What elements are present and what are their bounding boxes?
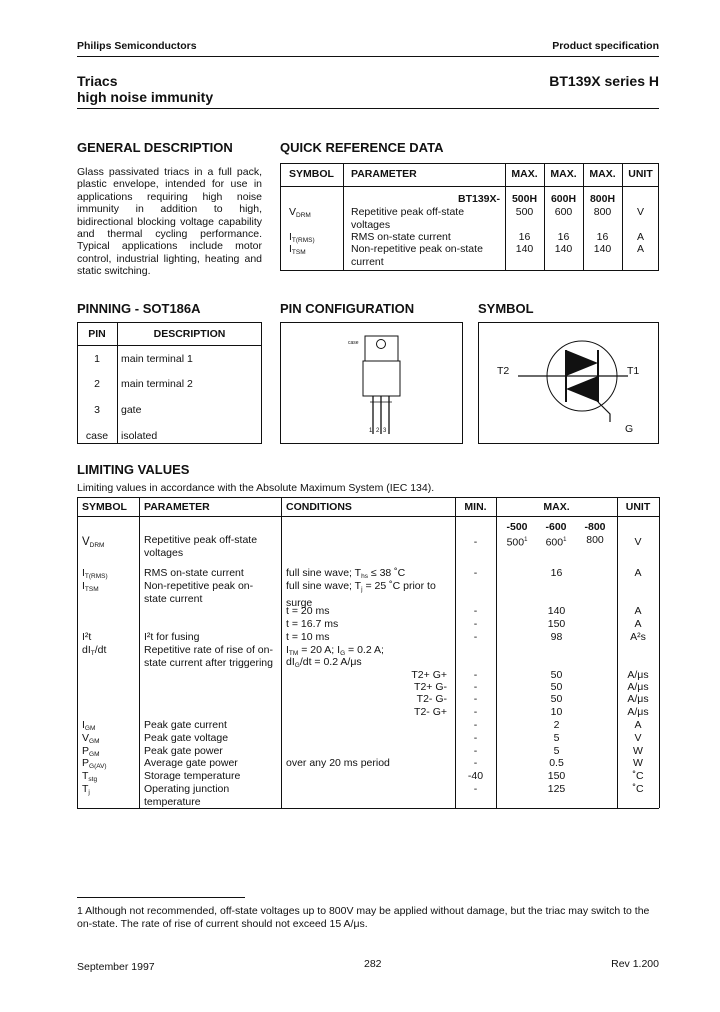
lv-min-i2t: - xyxy=(473,631,478,643)
lv-max-pgm: 5 xyxy=(553,745,560,757)
qr-row-v3: 16 xyxy=(596,231,609,243)
lv-max-pgav: 0.5 xyxy=(549,757,564,769)
lv-cond-itsm-row: t = 16.7 ms xyxy=(286,618,339,630)
lv-unit-didt: A/μs xyxy=(627,681,649,693)
lv-unit-itrms: A xyxy=(634,567,642,579)
qr-sub-v2: 600H xyxy=(550,193,577,205)
qr-row-v1: 500 xyxy=(515,206,534,218)
lv-param-tstg: Storage temperature xyxy=(144,770,241,782)
general-description-heading: GENERAL DESCRIPTION xyxy=(77,140,233,155)
lv-symbol-pgav: $P_{G(AV)}$ xyxy=(82,757,107,770)
lv-header-conditions: CONDITIONS xyxy=(286,501,352,513)
qr-row-unit: V xyxy=(636,206,644,218)
lv-cond-pgav: over any 20 ms period xyxy=(286,757,390,769)
qr-row-v2: 16 xyxy=(557,231,570,243)
lv-unit-vdrm: V xyxy=(634,536,642,548)
lv-symbol-vdrm: $V_{DRM}$ xyxy=(82,536,105,549)
terminal-t1-label: T1 xyxy=(627,365,640,377)
lv-variant-500: -500 xyxy=(506,521,528,533)
lv-min-tj: - xyxy=(473,783,478,795)
pin-numbers-label: 1 2 3 xyxy=(369,428,388,434)
footer-page-number: 282 xyxy=(364,958,382,970)
qr-header-max3: MAX. xyxy=(589,168,616,180)
lv-symbol-tstg: $T_{stg}$ xyxy=(82,770,98,783)
lv-param-i2t: I²t for fusing xyxy=(144,631,200,643)
lv-param-vgm: Peak gate voltage xyxy=(144,732,229,744)
lv-symbol-vgm: $V_{GM}$ xyxy=(82,732,100,745)
lv-min-didt: - xyxy=(473,669,478,681)
pin-configuration-heading: PIN CONFIGURATION xyxy=(280,301,415,316)
part-number: BT139X series H xyxy=(549,73,659,89)
lv-param-pgav: Average gate power xyxy=(144,757,238,769)
pinning-heading: PINNING - SOT186A xyxy=(77,301,201,316)
lv-symbol-didt: $dI_T/dt$ xyxy=(82,644,107,657)
qr-row-param: RMS on-state current xyxy=(351,231,451,243)
title-line2: high noise immunity xyxy=(77,89,214,105)
lv-unit-didt: A/μs xyxy=(627,706,649,718)
qr-header-max2: MAX. xyxy=(550,168,577,180)
lv-param-pgm: Peak gate power xyxy=(144,745,223,757)
qr-header-max1: MAX. xyxy=(511,168,538,180)
qr-header-unit: UNIT xyxy=(628,168,653,180)
lv-param-igm: Peak gate current xyxy=(144,719,227,731)
pin-number: case xyxy=(85,430,109,442)
lv-max-didt: 50 xyxy=(550,681,563,693)
title-line1: Triacs xyxy=(77,73,118,89)
lv-header-min: MIN. xyxy=(464,501,487,513)
lv-min-didt: - xyxy=(473,706,478,718)
lv-unit-i2t: A²s xyxy=(630,631,646,643)
lv-didt-quadrant: T2+ G- xyxy=(414,681,447,693)
lv-max-tstg: 150 xyxy=(547,770,566,782)
lv-min-tstg: -40 xyxy=(467,770,484,782)
lv-min-pgm: - xyxy=(473,745,478,757)
lv-cond-itsm-row: t = 20 ms xyxy=(286,605,330,617)
lv-max-igm: 2 xyxy=(553,719,560,731)
qr-header-symbol: SYMBOL xyxy=(289,168,334,180)
lv-unit-vgm: V xyxy=(634,732,642,744)
limiting-values-heading: LIMITING VALUES xyxy=(77,462,190,477)
package-drawing xyxy=(280,322,463,444)
lv-didt-quadrant: T2- G- xyxy=(416,693,447,705)
lv-symbol-tj: $T_j$ xyxy=(82,783,90,796)
lv-cond-i2t: t = 10 ms xyxy=(286,631,330,643)
lv-min-vgm: - xyxy=(473,732,478,744)
lv-unit-didt: A/μs xyxy=(627,693,649,705)
lv-header-symbol: SYMBOL xyxy=(82,501,127,513)
qr-row-symbol: $I_{T(RMS)}$ xyxy=(289,231,315,244)
lv-variant-800: -800 xyxy=(584,521,606,533)
title-rule xyxy=(77,108,659,109)
gate-label: G xyxy=(625,423,634,435)
lv-cond-didt-1: $I_{TM} = 20$ A; $I_G = 0.2$ A; xyxy=(286,644,384,657)
lv-symbol-i2t: I²t xyxy=(82,631,92,643)
lv-didt-quadrant: T2+ G+ xyxy=(411,669,447,681)
company-name: Philips Semiconductors xyxy=(77,40,197,52)
qr-row-unit: A xyxy=(636,243,644,255)
qr-sub-v1: 500H xyxy=(511,193,538,205)
lv-min-igm: - xyxy=(473,719,478,731)
limiting-values-intro: Limiting values in accordance with the Absolute Maximum System (IEC 134). xyxy=(77,482,435,494)
lv-param-tj: Operating junction temperature xyxy=(144,783,230,808)
pin-description: main terminal 1 xyxy=(121,353,193,365)
pin-number: 3 xyxy=(94,404,100,416)
lv-cond-didt-2: $dI_G/dt = 0.2$ A/μs xyxy=(286,656,362,669)
footnote-rule xyxy=(77,897,245,898)
lv-unit-tj: ˚C xyxy=(632,783,644,795)
pin-number: 2 xyxy=(94,378,100,390)
lv-didt-quadrant: T2- G+ xyxy=(414,706,447,718)
lv-param-itsm: Non-repetitive peak on-state current xyxy=(144,580,254,605)
lv-max-vgm: 5 xyxy=(553,732,560,744)
lv-param-vdrm: Repetitive peak off-state voltages xyxy=(144,534,258,559)
lv-max-tj: 125 xyxy=(547,783,566,795)
lv-param-itrms: RMS on-state current xyxy=(144,567,244,579)
lv-unit-pgm: W xyxy=(633,745,643,757)
footer-revision: Rev 1.200 xyxy=(611,958,659,970)
lv-max-vdrm-600: $600^1$ xyxy=(545,536,567,549)
lv-max-didt: 50 xyxy=(550,669,563,681)
lv-max-itsm-row: 150 xyxy=(547,618,566,630)
lv-unit-tstg: ˚C xyxy=(632,770,644,782)
footnote: 1 Although not recommended, off-state voltages up to 800V may be applied without damage, but the triac may switch to the on-state. The rate of rise of current should not exceed 15 A/μs. xyxy=(77,905,650,930)
qr-row-unit: A xyxy=(636,231,644,243)
qr-sub-label: BT139X- xyxy=(457,193,500,205)
lv-unit-itsm-row: A xyxy=(634,618,642,630)
lv-header-max: MAX. xyxy=(543,501,570,513)
qr-row-symbol: $I_{TSM}$ xyxy=(289,243,306,256)
footer-date: September 1997 xyxy=(77,961,155,973)
qr-row-v3: 800 xyxy=(593,206,612,218)
lv-symbol-itsm: $I_{TSM}$ xyxy=(82,580,99,593)
doc-type: Product specification xyxy=(552,40,659,52)
lv-max-vdrm-800: 800 xyxy=(586,534,604,546)
lv-min-itrms: - xyxy=(473,567,478,579)
qr-row-v2: 140 xyxy=(554,243,573,255)
pin-description: gate xyxy=(121,404,142,416)
qr-row-v1: 16 xyxy=(518,231,531,243)
lv-max-itrms: 16 xyxy=(550,567,563,579)
lv-min-vdrm: - xyxy=(473,536,478,548)
lv-min-pgav: - xyxy=(473,757,478,769)
qr-row-v2: 600 xyxy=(554,206,573,218)
lv-max-didt: 50 xyxy=(550,693,563,705)
lv-header-parameter: PARAMETER xyxy=(144,501,210,513)
case-label: case xyxy=(348,340,359,346)
general-description-text: Glass passivated triacs in a full pack, plastic envelope, intended for use in applications requiring high noise immunity in addition to high, bidirectional blocking voltage capability and thermal cycling performance. Typical applications include motor control, industrial lighting, heating and static switching. xyxy=(77,166,262,278)
header-rule xyxy=(77,56,659,57)
lv-cond-itrms: full sine wave; $T_{hs} \le 38$ ˚C xyxy=(286,567,406,580)
qr-row-param: Repetitive peak off-state voltages xyxy=(351,206,465,231)
pin-header-description: DESCRIPTION xyxy=(153,328,226,340)
lv-min-itsm-row: - xyxy=(473,605,478,617)
lv-header-unit: UNIT xyxy=(625,501,651,513)
pin-description: main terminal 2 xyxy=(121,378,193,390)
lv-min-didt: - xyxy=(473,681,478,693)
quick-reference-heading: QUICK REFERENCE DATA xyxy=(280,140,444,155)
lv-max-i2t: 98 xyxy=(550,631,563,643)
qr-row-v1: 140 xyxy=(515,243,534,255)
lv-symbol-itrms: $I_{T(RMS)}$ xyxy=(82,567,108,580)
lv-unit-pgav: W xyxy=(633,757,643,769)
lv-symbol-pgm: $P_{GM}$ xyxy=(82,745,100,758)
lv-unit-itsm-row: A xyxy=(634,605,642,617)
lv-min-didt: - xyxy=(473,693,478,705)
lv-min-itsm-row: - xyxy=(473,618,478,630)
lv-symbol-igm: $I_{GM}$ xyxy=(82,719,96,732)
lv-param-didt: Repetitive rate of rise of on-state current after triggering xyxy=(144,644,273,669)
qr-row-v3: 140 xyxy=(593,243,612,255)
qr-header-parameter: PARAMETER xyxy=(351,168,417,180)
symbol-heading: SYMBOL xyxy=(478,301,534,316)
terminal-t2-label: T2 xyxy=(497,365,510,377)
lv-max-didt: 10 xyxy=(550,706,563,718)
lv-unit-didt: A/μs xyxy=(627,669,649,681)
lv-max-vdrm-500: $500^1$ xyxy=(506,536,528,549)
qr-row-param: Non-repetitive peak on-state current xyxy=(351,243,483,268)
lv-variant-600: -600 xyxy=(545,521,567,533)
lv-cond-itsm: full sine wave; $T_j = 25$ ˚C prior to surge xyxy=(286,580,436,609)
qr-row-symbol: $V_{DRM}$ xyxy=(289,206,311,219)
pin-description: isolated xyxy=(121,430,158,442)
lv-max-itsm-row: 140 xyxy=(547,605,566,617)
qr-sub-v3: 800H xyxy=(589,193,616,205)
lv-unit-igm: A xyxy=(634,719,642,731)
pin-number: 1 xyxy=(94,353,100,365)
pin-header-pin: PIN xyxy=(88,328,106,340)
